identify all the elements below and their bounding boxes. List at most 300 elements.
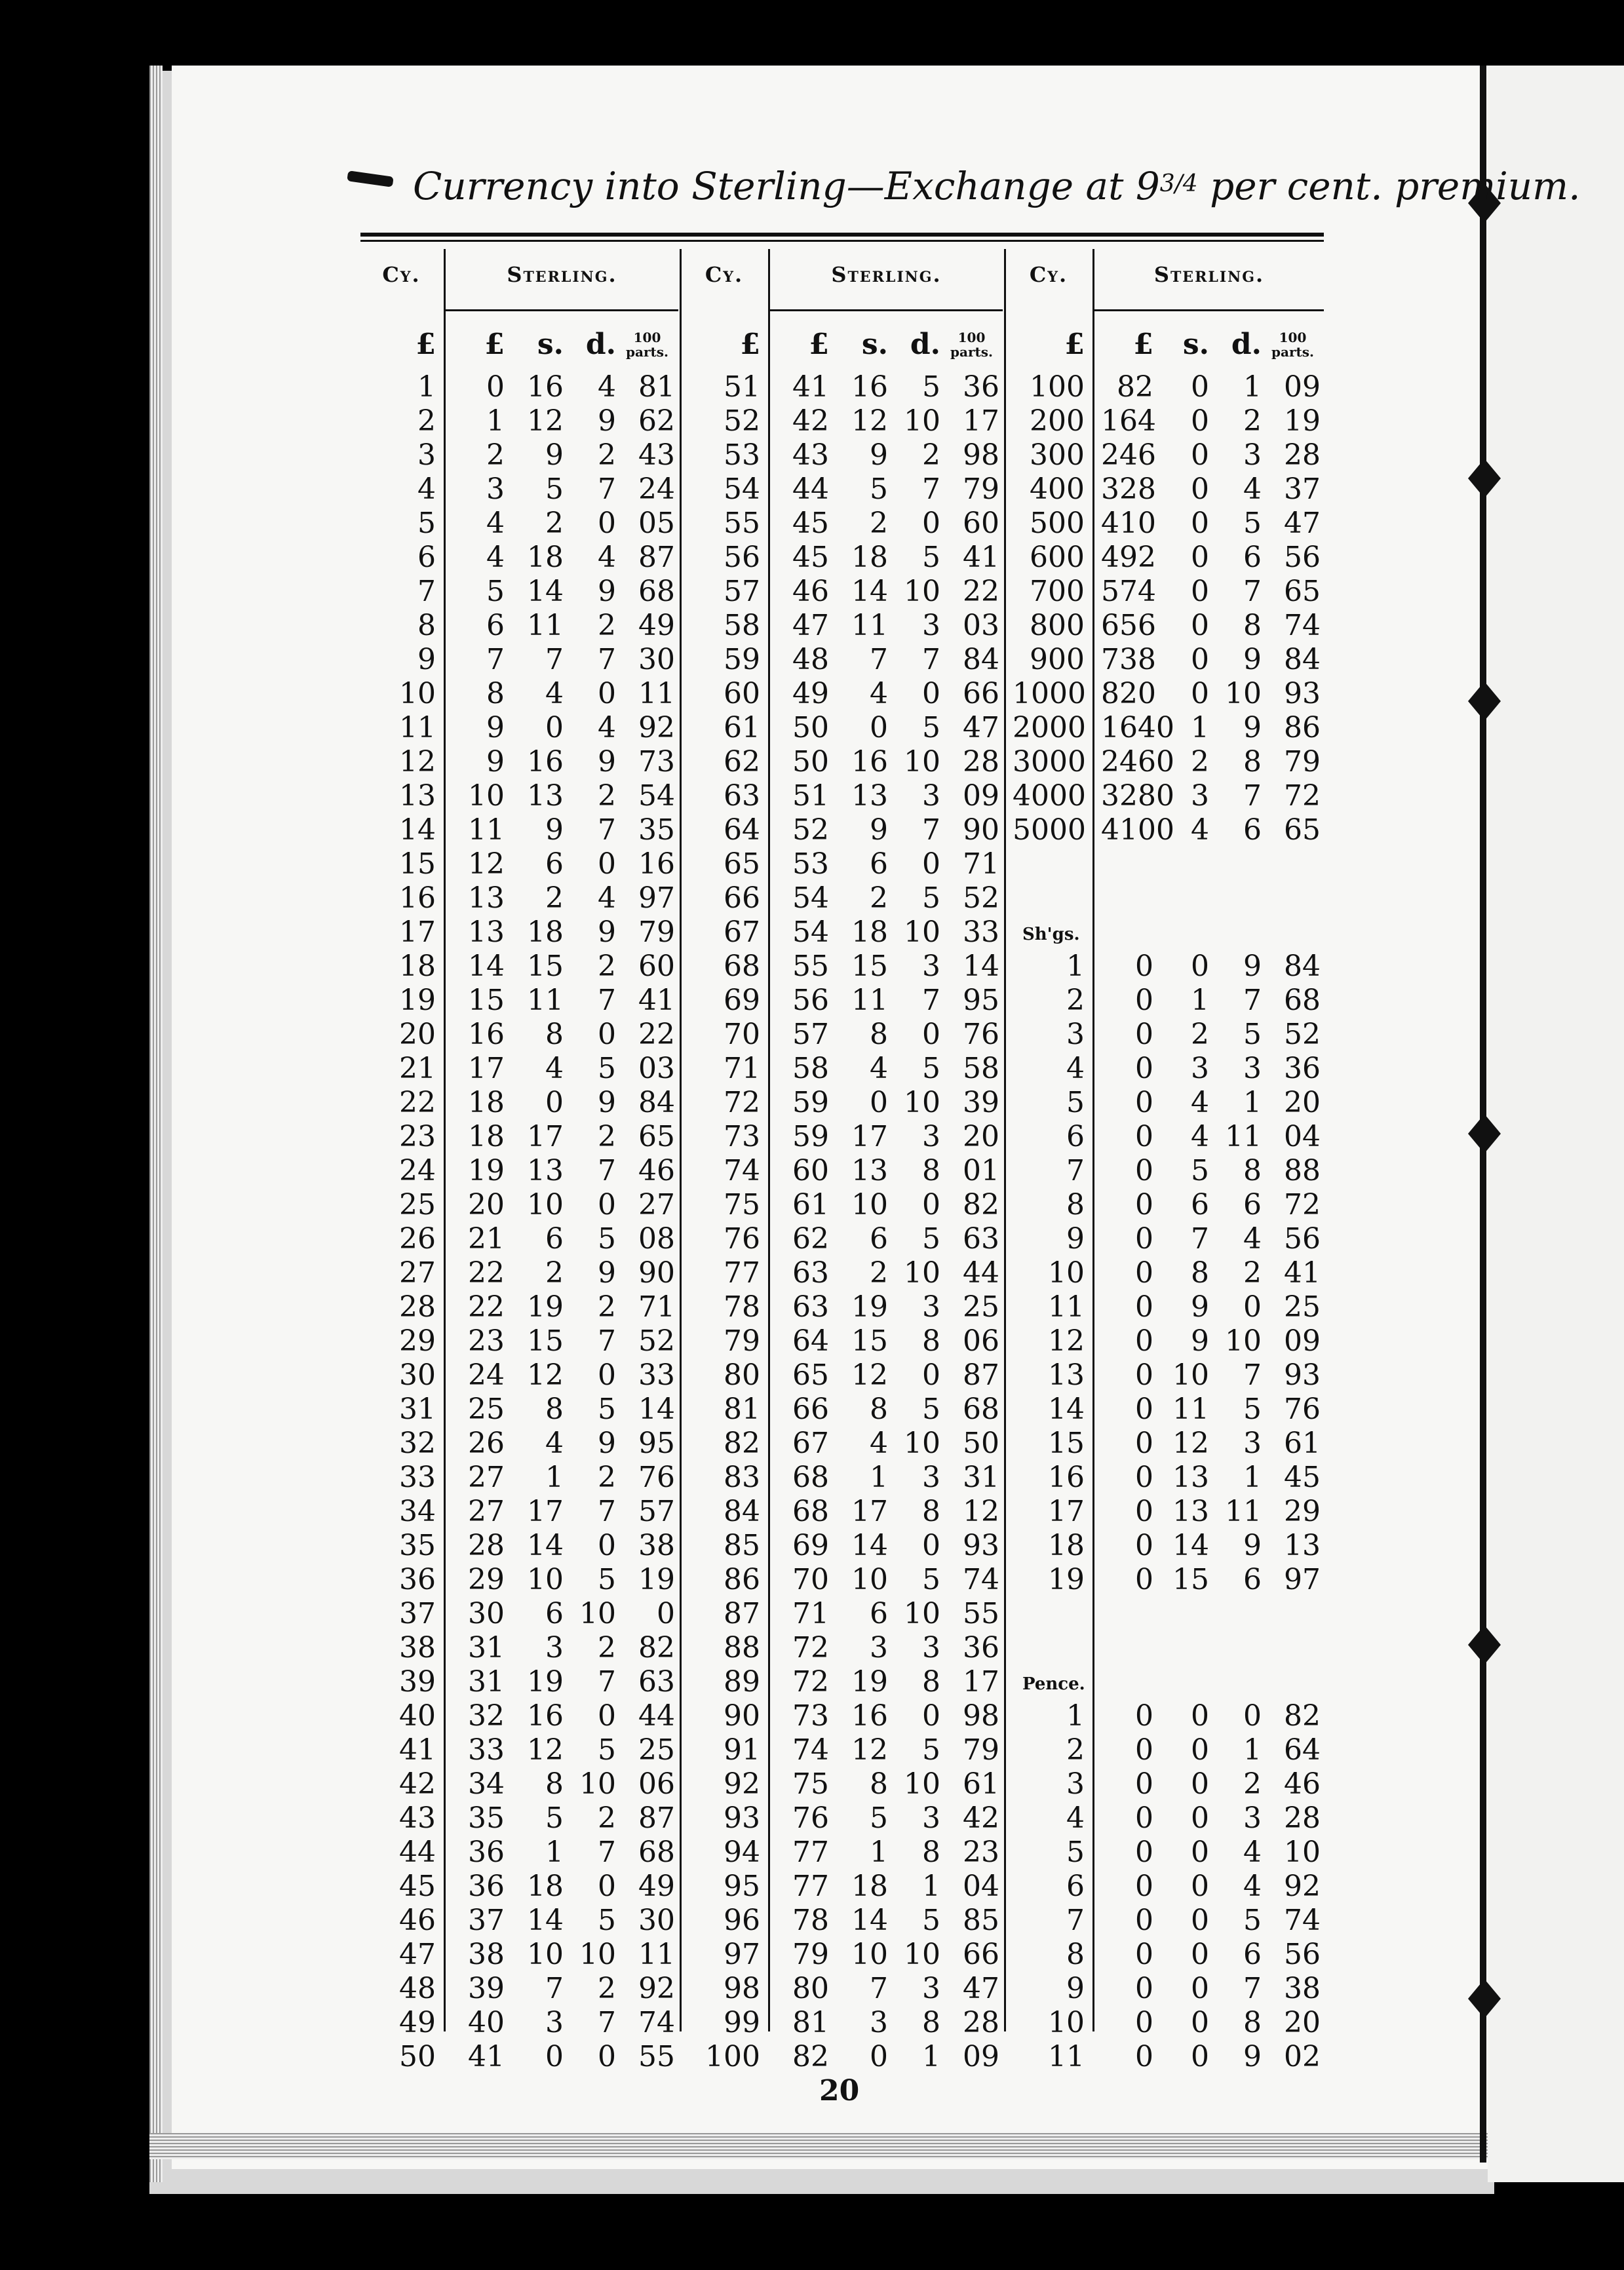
table-cell-p: 79: [963, 472, 999, 506]
table-cell-cy: 54: [724, 472, 760, 506]
table-row: [0, 1529, 1624, 1563]
table-cell-p: 30: [638, 643, 675, 676]
table-cell-cy: 79: [724, 1324, 760, 1358]
table-cell-s: 0: [1191, 643, 1209, 676]
table-cell-p: 20: [1284, 1086, 1321, 1119]
table-cell-cy: 70: [724, 1018, 760, 1051]
table-cell-s: 14: [851, 1904, 888, 1937]
table-cell-p: 84: [1284, 643, 1321, 676]
table-cell-cy: 61: [724, 711, 760, 744]
table-cell-cy: 22: [399, 1086, 436, 1119]
table-cell-l: 246: [1101, 438, 1156, 472]
table-cell-s: 3: [1191, 1052, 1209, 1085]
table-cell-p: 93: [963, 1529, 999, 1562]
table-cell-cy: 8: [1066, 1938, 1085, 1971]
table-cell-d: 8: [1243, 1154, 1262, 1187]
table-cell-d: 4: [598, 370, 616, 404]
title-fraction: 3/4: [1159, 170, 1198, 197]
table-cell-d: 5: [598, 1393, 616, 1426]
table-cell-s: 11: [851, 984, 888, 1017]
table-cell-cy: 17: [399, 915, 436, 949]
table-cell-s: 11: [851, 609, 888, 642]
table-cell-cy: 19: [1048, 1563, 1085, 1596]
table-cell-s: 8: [545, 1393, 564, 1426]
table-cell-s: 13: [851, 1154, 888, 1187]
header-rule: [360, 233, 1324, 237]
table-cell-cy: 100: [1030, 370, 1085, 404]
table-cell-cy: 10: [1048, 2006, 1085, 2039]
table-row: [0, 404, 1624, 438]
table-row: [0, 1767, 1624, 1801]
table-cell-p: 44: [963, 1256, 999, 1290]
table-cell-s: 19: [527, 1290, 564, 1324]
table-cell-cy: 21: [399, 1052, 436, 1085]
table-cell-l: 31: [468, 1665, 505, 1699]
table-cell-d: 10: [579, 1597, 616, 1630]
table-cell-cy: 96: [724, 1904, 760, 1937]
table-cell-d: 4: [1243, 1870, 1262, 1903]
table-cell-s: 19: [851, 1665, 888, 1699]
table-cell-s: 4: [870, 677, 888, 710]
table-cell-l: 0: [1135, 1767, 1153, 1801]
table-cell-p: 16: [638, 847, 675, 881]
unit-header: s.: [1182, 328, 1209, 361]
table-cell-s: 0: [870, 1086, 888, 1119]
table-cell-s: 7: [870, 643, 888, 676]
table-cell-l: 18: [468, 1120, 505, 1153]
table-cell-l: 80: [792, 1972, 829, 2005]
table-cell-p: 49: [638, 1870, 675, 1903]
table-cell-p: 76: [1284, 1393, 1321, 1426]
table-cell-d: 0: [598, 1358, 616, 1392]
table-cell-l: 72: [792, 1665, 829, 1699]
table-cell-p: 14: [963, 950, 999, 983]
table-cell-cy: 9: [1066, 1972, 1085, 2005]
table-cell-s: 0: [545, 1086, 564, 1119]
table-cell-s: 8: [870, 1018, 888, 1051]
table-cell-cy: 71: [724, 1052, 760, 1085]
unit-header: £: [1064, 328, 1085, 361]
table-cell-l: 62: [792, 1222, 829, 1256]
table-cell-d: 0: [1243, 1699, 1262, 1733]
table-cell-cy: 44: [399, 1836, 436, 1869]
unit-header: £: [1133, 328, 1153, 361]
table-cell-l: 13: [468, 881, 505, 915]
parts-header: [1265, 330, 1321, 359]
table-cell-s: 8: [545, 1018, 564, 1051]
table-cell-s: 2: [1191, 745, 1209, 779]
table-cell-d: 5: [922, 541, 940, 574]
table-cell-d: 9: [1243, 950, 1262, 983]
table-row: [0, 779, 1624, 813]
parts-header-bottom: parts.: [626, 344, 668, 360]
table-cell-l: 27: [468, 1461, 505, 1494]
table-cell-s: 14: [527, 1904, 564, 1937]
table-row: [0, 1222, 1624, 1256]
table-row: [0, 643, 1624, 677]
table-cell-s: 0: [1191, 472, 1209, 506]
table-cell-d: 2: [598, 609, 616, 642]
table-cell-d: 9: [598, 404, 616, 438]
table-cell-s: 0: [1191, 1904, 1209, 1937]
table-cell-cy: 81: [724, 1393, 760, 1426]
table-cell-d: 9: [598, 745, 616, 779]
table-cell-d: 5: [922, 1222, 940, 1256]
table-cell-p: 60: [963, 507, 999, 540]
table-row: [0, 2006, 1624, 2040]
table-row: [0, 1665, 1624, 1699]
table-cell-l: 52: [792, 813, 829, 847]
table-cell-s: 9: [870, 438, 888, 472]
table-row: [0, 1290, 1624, 1324]
table-cell-s: 8: [870, 1393, 888, 1426]
table-cell-l: 34: [468, 1767, 505, 1801]
table-cell-s: 2: [870, 881, 888, 915]
table-cell-s: 6: [545, 1597, 564, 1630]
page-bottom-edge: [149, 2133, 1499, 2159]
table-cell-p: 36: [963, 370, 999, 404]
table-cell-p: 28: [1284, 1801, 1321, 1835]
table-cell-s: 0: [1191, 575, 1209, 608]
table-cell-cy: 39: [399, 1665, 436, 1699]
table-cell-d: 6: [1243, 1938, 1262, 1971]
table-cell-s: 14: [851, 575, 888, 608]
table-cell-s: 9: [545, 813, 564, 847]
table-cell-s: 18: [527, 915, 564, 949]
table-cell-p: 52: [963, 881, 999, 915]
table-cell-d: 7: [598, 984, 616, 1017]
table-cell-l: 3280: [1101, 779, 1174, 813]
table-cell-p: 38: [638, 1529, 675, 1562]
table-cell-s: 10: [851, 1563, 888, 1596]
table-cell-l: 50: [792, 711, 829, 744]
table-cell-d: 0: [922, 1699, 940, 1733]
title-text-end: per cent. premium.: [1197, 164, 1581, 208]
table-cell-l: 0: [1135, 1427, 1153, 1460]
table-cell-l: 32: [468, 1699, 505, 1733]
table-cell-s: 9: [545, 438, 564, 472]
table-cell-l: 0: [1135, 1018, 1153, 1051]
table-cell-cy: 15: [1048, 1427, 1085, 1460]
table-cell-d: 4: [1243, 1222, 1262, 1256]
table-cell-p: 84: [638, 1086, 675, 1119]
table-cell-p: 11: [638, 1938, 675, 1971]
table-cell-s: 0: [1191, 541, 1209, 574]
table-cell-p: 90: [638, 1256, 675, 1290]
table-cell-p: 66: [963, 677, 999, 710]
table-cell-p: 71: [963, 847, 999, 881]
table-row: [0, 915, 1624, 950]
table-cell-cy: 8: [1066, 1188, 1085, 1222]
table-cell-d: 9: [1243, 1529, 1262, 1562]
table-cell-d: 2: [1243, 1767, 1262, 1801]
table-cell-s: 18: [851, 1870, 888, 1903]
table-cell-d: 5: [922, 1563, 940, 1596]
table-cell-cy: 3000: [1013, 745, 1086, 779]
table-cell-d: 3: [1243, 1427, 1262, 1460]
table-cell-d: 5: [598, 1733, 616, 1767]
table-cell-l: 0: [1135, 1733, 1153, 1767]
table-cell-cy: 2: [417, 404, 436, 438]
table-cell-d: 3: [922, 1290, 940, 1324]
table-cell-s: 6: [870, 847, 888, 881]
table-cell-d: 7: [598, 1665, 616, 1699]
table-cell-p: 36: [963, 1631, 999, 1664]
table-cell-l: 164: [1101, 404, 1156, 438]
table-cell-s: 0: [1191, 950, 1209, 983]
table-cell-cy: 25: [399, 1188, 436, 1222]
table-cell-l: 77: [792, 1870, 829, 1903]
table-cell-d: 1: [922, 1870, 940, 1903]
table-cell-l: 0: [1135, 2040, 1153, 2073]
table-cell-s: 2: [545, 881, 564, 915]
table-cell-l: 61: [792, 1188, 829, 1222]
table-cell-l: 3: [486, 472, 505, 506]
table-cell-cy: 15: [399, 847, 436, 881]
table-cell-d: 2: [598, 1801, 616, 1835]
table-row: [0, 1563, 1624, 1597]
table-cell-s: 13: [1172, 1461, 1209, 1494]
table-cell-d: 4: [598, 881, 616, 915]
table-cell-cy: 16: [399, 881, 436, 915]
table-cell-p: 45: [1284, 1461, 1321, 1494]
table-cell-l: 0: [1135, 1870, 1153, 1903]
table-cell-p: 25: [638, 1733, 675, 1767]
table-cell-cy: 3: [417, 438, 436, 472]
table-cell-cy: 1: [1066, 950, 1085, 983]
table-cell-p: 56: [1284, 1222, 1321, 1256]
table-cell-s: 1: [870, 1836, 888, 1869]
table-cell-d: 5: [922, 881, 940, 915]
table-cell-p: 79: [1284, 745, 1321, 779]
table-cell-l: 20: [468, 1188, 505, 1222]
table-cell-p: 63: [638, 1665, 675, 1699]
table-cell-l: 64: [792, 1324, 829, 1358]
table-row: [0, 950, 1624, 984]
table-cell-l: 0: [1135, 1461, 1153, 1494]
table-cell-p: 38: [1284, 1972, 1321, 2005]
table-cell-p: 37: [1284, 472, 1321, 506]
table-cell-cy: 200: [1030, 404, 1085, 438]
table-cell-s: 12: [851, 404, 888, 438]
table-cell-cy: 67: [724, 915, 760, 949]
table-cell-l: 48: [792, 643, 829, 676]
table-cell-s: 10: [851, 1938, 888, 1971]
table-row: [0, 1495, 1624, 1529]
table-cell-s: 16: [527, 370, 564, 404]
table-cell-s: 0: [1191, 609, 1209, 642]
table-cell-d: 3: [922, 1801, 940, 1835]
table-cell-p: 33: [963, 915, 999, 949]
table-cell-p: 03: [963, 609, 999, 642]
table-cell-l: 0: [1135, 1495, 1153, 1528]
table-cell-l: 0: [1135, 1904, 1153, 1937]
table-cell-cy: 4: [1066, 1801, 1085, 1835]
parts-header-top: 100: [1279, 330, 1307, 345]
table-cell-s: 1: [545, 1836, 564, 1869]
table-cell-l: 0: [1135, 1290, 1153, 1324]
table-cell-cy: 23: [399, 1120, 436, 1153]
table-cell-cy: 6: [1066, 1120, 1085, 1153]
table-cell-l: 0: [1135, 1120, 1153, 1153]
table-row: [0, 1870, 1624, 1904]
table-cell-s: 4: [1191, 1086, 1209, 1119]
table-cell-d: 7: [922, 813, 940, 847]
table-cell-cy: 37: [399, 1597, 436, 1630]
table-cell-p: 41: [963, 541, 999, 574]
table-cell-s: 13: [527, 779, 564, 813]
table-cell-s: 4: [870, 1427, 888, 1460]
table-cell-p: 58: [963, 1052, 999, 1085]
parts-header-bottom: parts.: [1271, 344, 1314, 360]
table-cell-s: 15: [851, 950, 888, 983]
table-cell-p: 25: [1284, 1290, 1321, 1324]
table-cell-p: 93: [1284, 1358, 1321, 1392]
table-cell-l: 0: [1135, 1836, 1153, 1869]
table-cell-d: 10: [904, 1427, 940, 1460]
table-cell-l: 0: [1135, 950, 1153, 983]
table-cell-p: 47: [1284, 507, 1321, 540]
table-cell-p: 63: [963, 1222, 999, 1256]
table-cell-p: 14: [638, 1393, 675, 1426]
table-cell-cy: 1000: [1013, 677, 1086, 710]
page-number: 20: [819, 2074, 860, 2107]
table-cell-d: 10: [904, 1256, 940, 1290]
table-cell-s: 0: [1191, 507, 1209, 540]
table-cell-s: 5: [545, 1801, 564, 1835]
table-cell-p: 44: [638, 1699, 675, 1733]
table-cell-p: 04: [963, 1870, 999, 1903]
table-cell-d: 0: [922, 847, 940, 881]
table-cell-l: 8: [486, 677, 505, 710]
table-cell-s: 15: [527, 1324, 564, 1358]
table-cell-p: 33: [638, 1358, 675, 1392]
table-cell-l: 31: [468, 1631, 505, 1664]
table-cell-l: 0: [1135, 1972, 1153, 2005]
table-cell-s: 6: [545, 847, 564, 881]
table-cell-p: 04: [1284, 1120, 1321, 1153]
table-cell-cy: 3: [1066, 1767, 1085, 1801]
table-cell-d: 7: [922, 643, 940, 676]
table-cell-cy: 99: [724, 2006, 760, 2039]
header-rule: [360, 240, 1324, 242]
table-cell-s: 4: [1191, 813, 1209, 847]
table-cell-s: 0: [1191, 2006, 1209, 2039]
table-cell-l: 56: [792, 984, 829, 1017]
table-row: [0, 745, 1624, 779]
table-cell-l: 37: [468, 1904, 505, 1937]
table-cell-cy: 75: [724, 1188, 760, 1222]
table-cell-l: 16: [468, 1018, 505, 1051]
table-cell-s: 7: [545, 1972, 564, 2005]
table-cell-p: 41: [1284, 1256, 1321, 1290]
table-cell-d: 5: [922, 1052, 940, 1085]
table-cell-cy: 27: [399, 1256, 436, 1290]
table-cell-d: 8: [1243, 2006, 1262, 2039]
parts-header: [619, 330, 675, 359]
table-cell-l: 63: [792, 1290, 829, 1324]
table-cell-l: 50: [792, 745, 829, 779]
pence-label: Pence.: [1022, 1674, 1085, 1694]
table-row: [0, 881, 1624, 915]
table-cell-l: 12: [468, 847, 505, 881]
table-cell-d: 3: [922, 1972, 940, 2005]
table-cell-s: 2: [870, 1256, 888, 1290]
table-row: [0, 1801, 1624, 1836]
table-cell-l: 65: [792, 1358, 829, 1392]
table-cell-p: 74: [1284, 1904, 1321, 1937]
table-cell-s: 5: [1191, 1154, 1209, 1187]
table-cell-l: 10: [468, 779, 505, 813]
table-row: [0, 1086, 1624, 1120]
table-cell-p: 28: [1284, 438, 1321, 472]
table-cell-d: 5: [922, 1393, 940, 1426]
table-cell-s: 5: [870, 1801, 888, 1835]
table-cell-p: 65: [638, 1120, 675, 1153]
table-cell-p: 46: [638, 1154, 675, 1187]
table-cell-l: 77: [792, 1836, 829, 1869]
sterling-underline: [1094, 309, 1324, 311]
table-cell-l: 82: [1117, 370, 1153, 404]
table-cell-s: 12: [527, 1358, 564, 1392]
table-cell-l: 45: [792, 541, 829, 574]
table-cell-p: 06: [638, 1767, 675, 1801]
table-cell-s: 10: [527, 1938, 564, 1971]
table-cell-p: 52: [1284, 1018, 1321, 1051]
table-cell-cy: 6: [417, 541, 436, 574]
table-cell-s: 7: [1191, 1222, 1209, 1256]
table-cell-s: 0: [545, 711, 564, 744]
table-cell-cy: 34: [399, 1495, 436, 1528]
table-cell-cy: 300: [1030, 438, 1085, 472]
table-cell-s: 0: [1191, 404, 1209, 438]
table-cell-l: 0: [1135, 1324, 1153, 1358]
table-cell-p: 09: [1284, 370, 1321, 404]
table-cell-p: 92: [638, 1972, 675, 2005]
table-cell-l: 59: [792, 1120, 829, 1153]
table-cell-l: 41: [792, 370, 829, 404]
table-row: [0, 1631, 1624, 1665]
table-cell-s: 18: [851, 915, 888, 949]
table-cell-d: 7: [922, 472, 940, 506]
table-cell-l: 35: [468, 1801, 505, 1835]
table-cell-s: 3: [545, 1631, 564, 1664]
table-cell-p: 72: [1284, 779, 1321, 813]
table-cell-p: 56: [1284, 1938, 1321, 1971]
table-cell-cy: 48: [399, 1972, 436, 2005]
table-row: [0, 1836, 1624, 1870]
table-cell-p: 74: [638, 2006, 675, 2039]
table-row: [0, 1461, 1624, 1495]
table-cell-cy: 97: [724, 1938, 760, 1971]
table-row: [0, 1052, 1624, 1086]
table-cell-s: 4: [545, 1427, 564, 1460]
table-cell-p: 84: [963, 643, 999, 676]
table-cell-d: 7: [598, 643, 616, 676]
table-cell-d: 0: [598, 677, 616, 710]
table-cell-l: 68: [792, 1461, 829, 1494]
table-cell-l: 820: [1101, 677, 1156, 710]
table-row: [0, 1733, 1624, 1767]
table-cell-d: 8: [922, 1665, 940, 1699]
table-cell-d: 4: [1243, 472, 1262, 506]
table-row: [0, 370, 1624, 404]
table-cell-l: 66: [792, 1393, 829, 1426]
table-cell-cy: 72: [724, 1086, 760, 1119]
table-cell-cy: 13: [399, 779, 436, 813]
table-cell-d: 10: [1225, 1324, 1262, 1358]
table-cell-s: 7: [870, 1972, 888, 2005]
